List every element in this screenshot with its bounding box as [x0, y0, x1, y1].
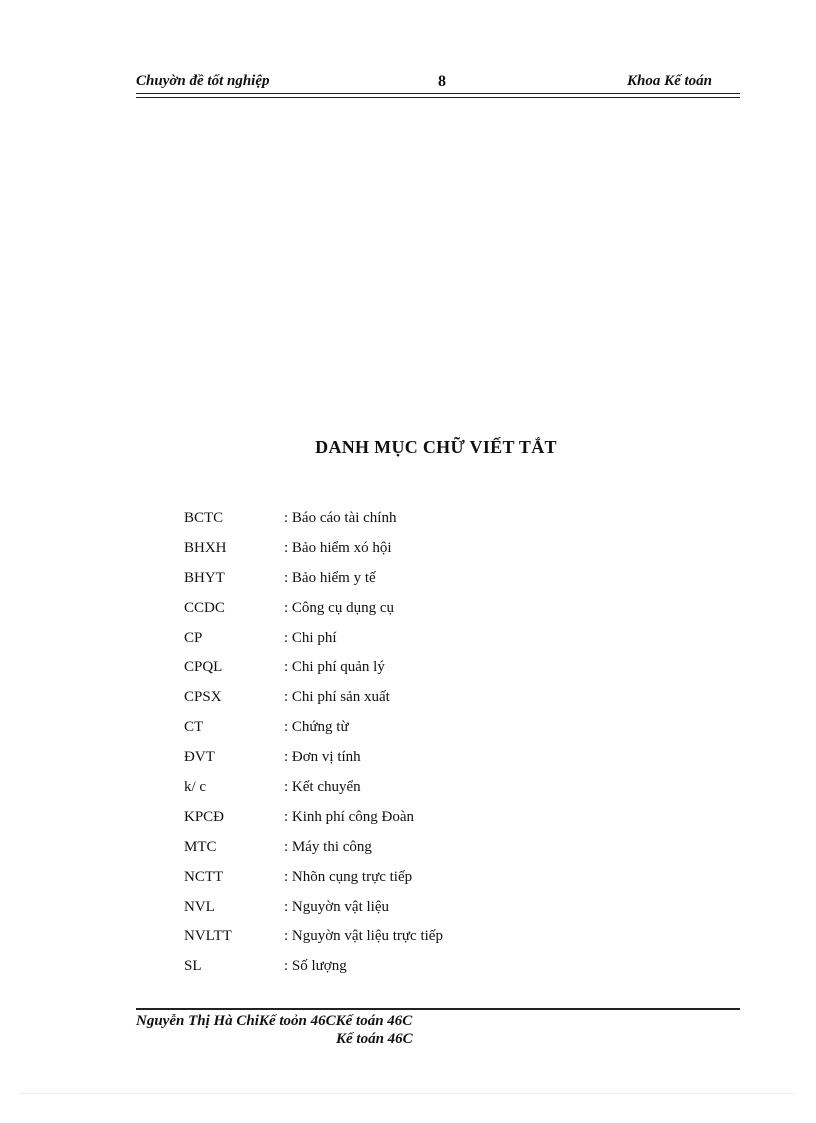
abbreviation-code: NCTT: [184, 868, 224, 885]
abbreviation-row: [184, 654, 584, 684]
abbreviation-row: [184, 625, 584, 655]
abbreviation-meaning: : Số lượng: [284, 958, 347, 975]
abbreviation-meaning: : Bảo hiểm y tế: [284, 569, 376, 586]
abbreviation-meaning: : Bảo hiểm xó hội: [284, 539, 392, 556]
footer-class: Kế toán 46C: [336, 1031, 413, 1047]
abbreviation-row: [184, 834, 584, 864]
abbreviation-meaning: : Máy thi công: [284, 838, 372, 855]
abbreviation-code: CPQL: [184, 659, 223, 676]
abbreviation-meaning: : Đơn vị tính: [284, 749, 361, 766]
abbreviation-code: CCDC: [184, 599, 225, 616]
abbreviation-code: BCTC: [184, 510, 224, 526]
abbreviation-meaning: : Nhõn cụng trực tiếp: [284, 868, 413, 885]
abbreviation-meaning: : Kết chuyển: [284, 779, 361, 796]
abbreviation-row: [184, 953, 584, 983]
abbreviation-row: [184, 774, 584, 804]
abbreviation-meaning: : Kinh phí công Đoàn: [284, 808, 414, 825]
abbreviation-code: k/ c: [184, 779, 207, 796]
abbreviation-code: BHXH: [184, 539, 227, 556]
abbreviation-meaning: : Chứng từ: [284, 719, 349, 736]
abbreviation-row: [184, 565, 584, 595]
abbreviation-code: CPSX: [184, 689, 222, 706]
abbreviation-meaning: : Báo cáo tài chính: [284, 510, 397, 526]
header-page-number: 8: [438, 73, 446, 90]
abbreviation-row: [184, 804, 584, 834]
abbreviation-meaning: : Chi phí sản xuất: [284, 689, 390, 706]
header-department: Khoa Kế toán: [626, 73, 712, 89]
abbreviation-code: CP: [184, 629, 203, 646]
header-document-type: Chuyờn đề tốt nghiệp: [136, 73, 270, 89]
header-divider: [136, 93, 740, 98]
abbreviation-row: [184, 505, 584, 535]
abbreviation-code: CT: [184, 719, 204, 736]
abbreviation-row: [184, 864, 584, 894]
abbreviation-code: KPCĐ: [184, 808, 225, 825]
abbreviation-code: ĐVT: [184, 749, 215, 766]
footer-author: Nguyễn Thị Hà ChiKế toỏn 46CKế toán 46C: [136, 1013, 413, 1029]
abbreviation-meaning: : Nguyờn vật liệu: [284, 898, 389, 915]
abbreviation-meaning: : Chi phí: [284, 629, 337, 646]
footer-divider: [136, 1008, 740, 1010]
abbreviation-code: NVL: [184, 898, 215, 915]
page-bottom-edge: [20, 1093, 796, 1094]
abbreviation-row: [184, 535, 584, 565]
page-header: [136, 70, 740, 92]
abbreviation-code: NVLTT: [184, 928, 232, 945]
abbreviation-meaning: : Chi phí quản lý: [284, 659, 385, 676]
abbreviation-row: [184, 684, 584, 714]
abbreviation-meaning: : Công cụ dụng cụ: [284, 599, 394, 616]
abbreviation-row: [184, 923, 584, 953]
abbreviation-code: MTC: [184, 838, 217, 855]
abbreviation-code: BHYT: [184, 569, 225, 586]
abbreviation-row: [184, 714, 584, 744]
abbreviation-row: [184, 744, 584, 774]
abbreviation-row: [184, 894, 584, 924]
abbreviation-meaning: : Nguyờn vật liệu trực tiếp: [284, 928, 443, 945]
page-title: DANH MỤC CHỮ VIẾT TẮT: [315, 437, 557, 457]
abbreviation-list: [184, 505, 584, 983]
abbreviation-code: SL: [184, 958, 202, 975]
abbreviation-row: [184, 595, 584, 625]
